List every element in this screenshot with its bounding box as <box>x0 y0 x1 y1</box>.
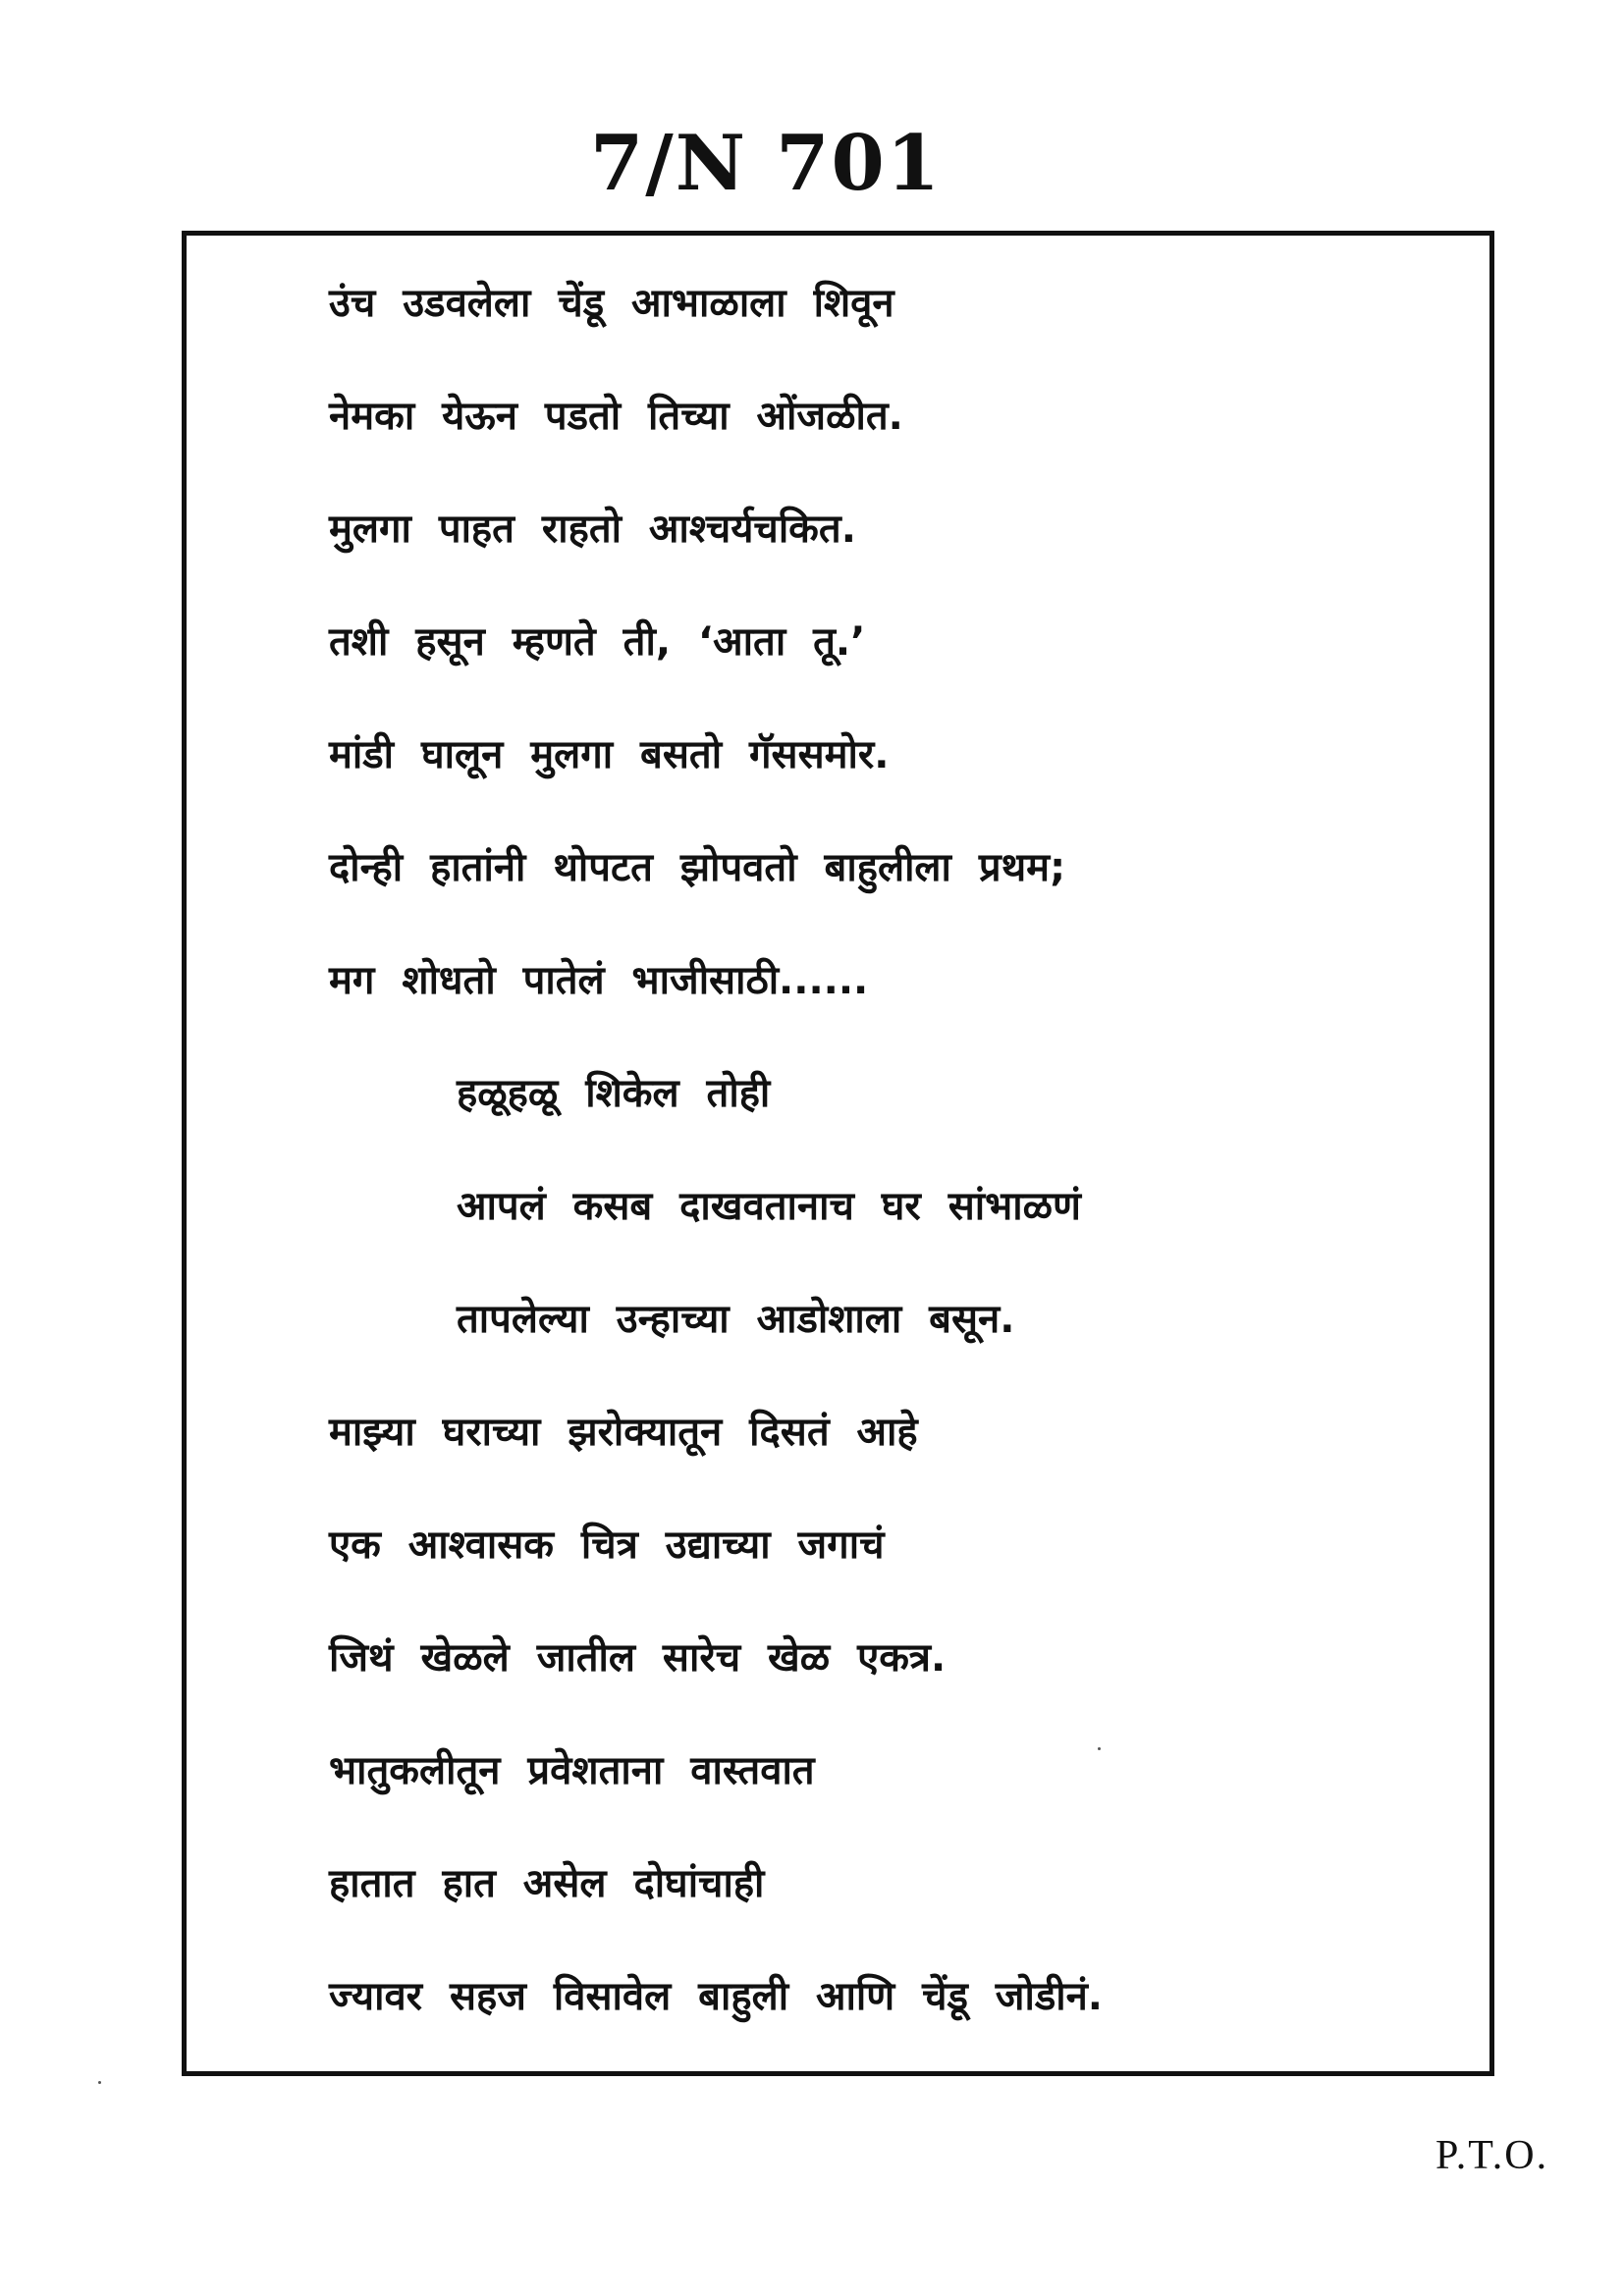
poem-line-12: एक आश्वासक चित्र उद्याच्या जगाचं <box>329 1522 885 1568</box>
poem-line-16: ज्यावर सहज विसावेल बाहुली आणि चेंडू जोडीनं. <box>329 1974 1103 2019</box>
scan-speck <box>1098 1747 1101 1750</box>
poem-line-5: मांडी घालून मुलगा बसतो गॅससमोर. <box>329 732 890 777</box>
poem-line-6: दोन्ही हातांनी थोपटत झोपवतो बाहुलीला प्रथम; <box>329 845 1066 890</box>
poem-line-11: माझ्या घराच्या झरोक्यातून दिसतं आहे <box>329 1410 918 1455</box>
page-turn-over-note: P.T.O. <box>1435 2133 1549 2178</box>
poem-line-8: हळूहळू शिकेल तोही <box>457 1071 771 1116</box>
poem-line-9: आपलं कसब दाखवतानाच घर सांभाळणं <box>457 1184 1081 1229</box>
poem-line-1: उंच उडवलेला चेंडू आभाळाला शिवून <box>329 281 894 326</box>
poem-line-13: जिथं खेळले जातील सारेच खेळ एकत्र. <box>329 1635 947 1681</box>
poem-line-2: नेमका येऊन पडतो तिच्या ओंजळीत. <box>329 394 903 439</box>
poem-line-4: तशी हसून म्हणते ती, ‘आता तू.’ <box>329 619 866 665</box>
poem-line-15: हातात हात असेल दोघांचाही <box>329 1861 765 1906</box>
poem-box <box>182 231 1494 2076</box>
poem-line-14: भातुकलीतून प्रवेशताना वास्तवात <box>329 1748 815 1793</box>
question-paper-code: 7/N 701 <box>589 119 943 208</box>
scan-speck <box>98 2081 101 2084</box>
poem-line-10: तापलेल्या उन्हाच्या आडोशाला बसून. <box>457 1297 1015 1342</box>
poem-line-3: मुलगा पाहत राहतो आश्चर्यचकित. <box>329 507 856 552</box>
poem-line-7: मग शोधतो पातेलं भाजीसाठी...... <box>329 958 869 1003</box>
